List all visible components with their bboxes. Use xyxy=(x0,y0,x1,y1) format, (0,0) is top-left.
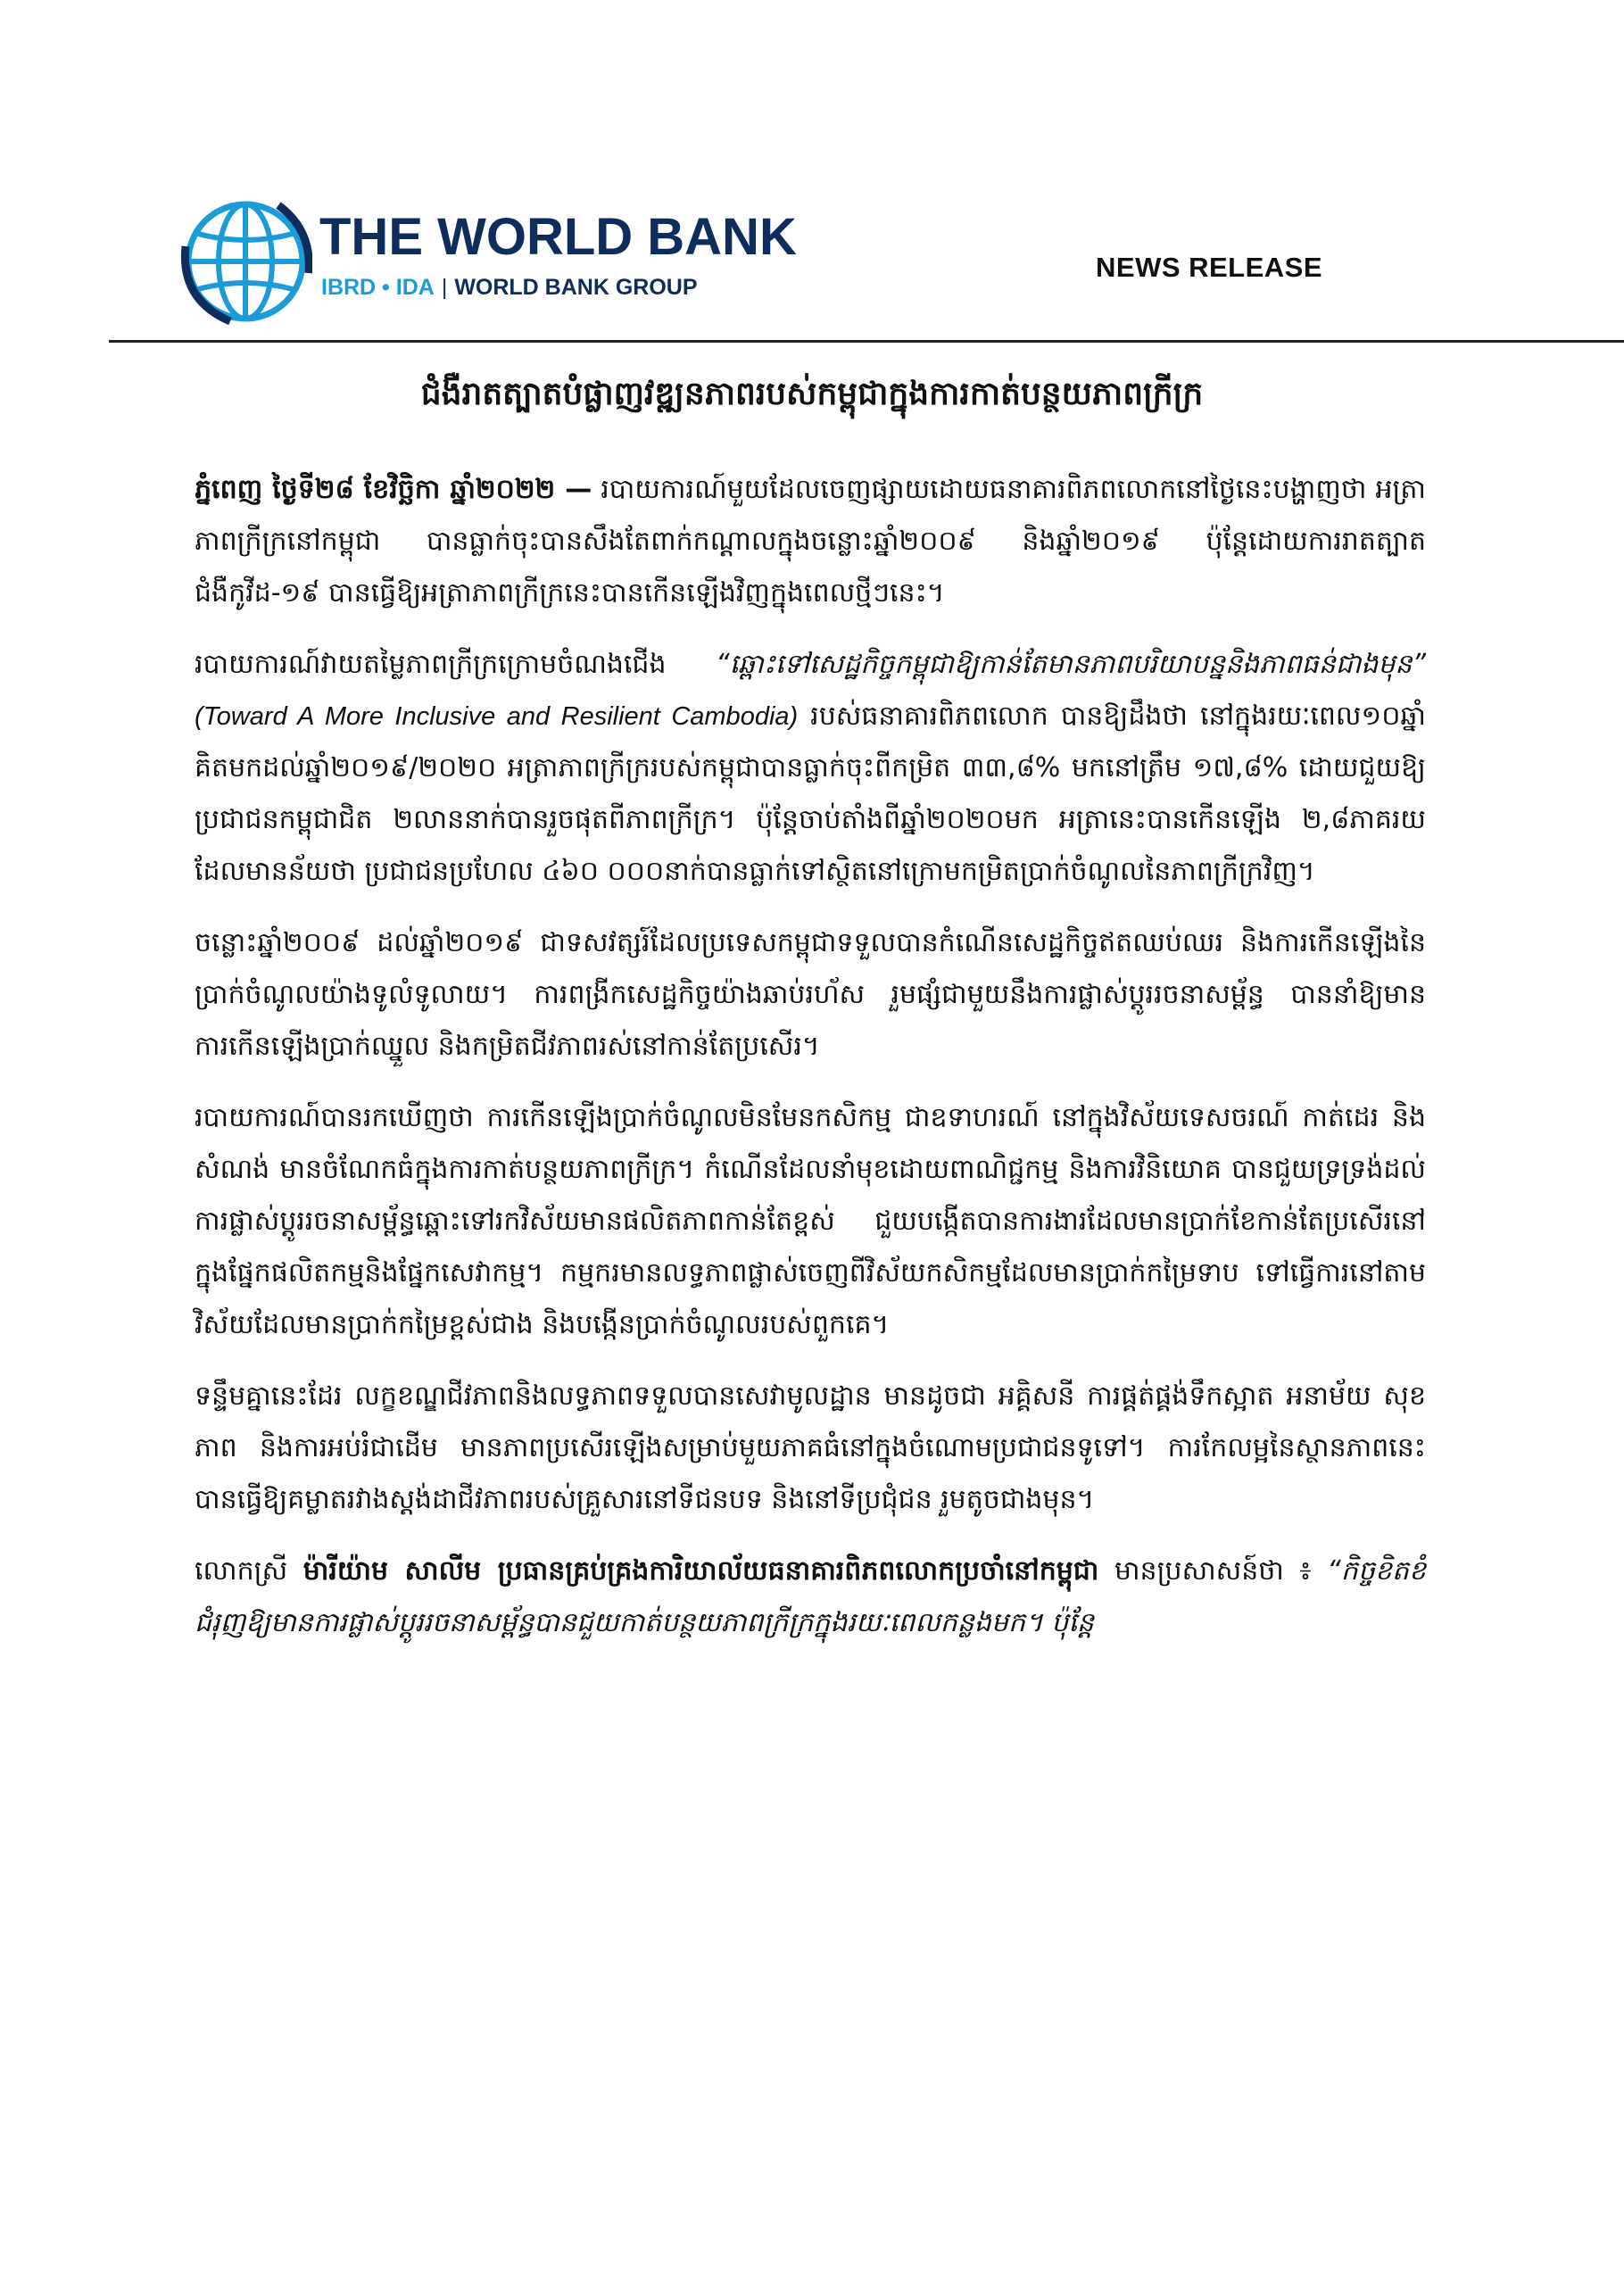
logo-subtitle-group: WORLD BANK GROUP xyxy=(454,275,698,300)
article-body xyxy=(195,464,1426,1669)
paragraph-2 xyxy=(195,639,1426,898)
logo-subtitle-separator: | xyxy=(441,275,448,300)
paragraph-4: របាយការណ៍បានរកឃើញថា ការកើនឡើងប្រាក់ចំណូលមិនមែនកសិកម្ម ជាឧទាហរណ៍ នៅក្នុងវិស័យទេសចរណ៍ កាត់ដេរ និងសំណង់ មានចំណែកធំក្នុងការកាត់បន្ថយភាពក្រីក្រ។ កំណើនដែលនាំមុខដោយពាណិជ្ជកម្ម និងការវិនិយោគ បានជួយទ្រទ្រង់ដល់ការផ្លាស់ប្តូររចនាសម្ព័ន្ធឆ្ពោះទៅរកវិស័យមានផលិតភាពកាន់តែខ្ពស់ ជួយបង្កើតបានការងារដែលមានប្រាក់ខែកាន់តែប្រសើរនៅក្នុងផ្នែកផលិតកម្មនិងផ្នែកសេវាកម្ម។ កម្មករមានលទ្ធភាពផ្លាស់ចេញពីវិស័យកសិកម្មដែលមានប្រាក់កម្រៃទាប ទៅធ្វើការនៅតាមវិស័យដែលមានប្រាក់កម្រៃខ្ពស់ជាង និងបង្កើនប្រាក់ចំណូលរបស់ពួកគេ។ xyxy=(195,1102,1426,1340)
header-divider xyxy=(109,340,1624,343)
quote-text: “កិច្ចខិតខំជំរុញឱ្យមានការផ្លាស់ប្តូររចនាសម្ព័ន្ធបានជួយកាត់បន្ថយភាពក្រីក្រក្នុងរយៈពេលកន្លងមក។ ប៉ុន្តែ xyxy=(195,1555,1426,1638)
paragraph-1 xyxy=(195,464,1426,619)
paragraph-2-intro: របាយការណ៍វាយតម្លៃភាពក្រីក្រក្រោមចំណងជើង xyxy=(195,649,667,680)
headline: ជំងឺរាតត្បាតបំផ្លាញវឌ្ឍនភាពរបស់កម្ពុជាក្នុងការកាត់បន្ថយភាពក្រីក្រ xyxy=(420,376,1204,412)
paragraph-3: ចន្លោះឆ្នាំ២០០៩ ដល់ឆ្នាំ២០១៩ ជាទសវត្សរ៍ដែលប្រទេសកម្ពុជាទទួលបានកំណើនសេដ្ឋកិច្ចឥតឈប់ឈរ និងការកើនឡើងនៃប្រាក់ចំណូលយ៉ាងទូលំទូលាយ។ ការពង្រីកសេដ្ឋកិច្ចយ៉ាងឆាប់រហ័ស រួមផ្សំជាមួយនឹងការផ្លាស់ប្តូររចនាសម្ព័ន្ធ បាននាំឱ្យមានការកើនឡើងប្រាក់ឈ្នួល និងកម្រិតជីវភាពរស់នៅកាន់តែប្រសើរ។ xyxy=(195,927,1426,1062)
report-title-khmer: “ឆ្ពោះទៅសេដ្ឋកិច្ចកម្ពុជាឱ្យកាន់តែមានភាពបរិយាបន្ននិងភាពធន់ជាងមុន” xyxy=(716,649,1426,680)
speaker-name: ម៉ារីយ៉ាម សាលីម ប្រធានគ្រប់គ្រងការិយាល័យធនាគារពិភពលោកប្រចាំនៅកម្ពុជា xyxy=(302,1555,1099,1587)
globe-icon xyxy=(178,195,312,328)
paragraph-2-text: របស់ធនាគារពិភពលោក បានឱ្យដឹងថា នៅក្នុងរយៈពេល១០ឆ្នាំ គិតមកដល់ឆ្នាំ២០១៩/២០២០ អត្រាភាពក្រីក្ររបស់កម្ពុជាបានធ្លាក់ចុះពីកម្រិត ៣៣,៨% មកនៅត្រឹម ១៧,៨% ដោយជួយឱ្យប្រជាជនកម្ពុជាជិត ២លាននាក់បានរួចផុតពីភាពក្រីក្រ។ ប៉ុន្តែចាប់តាំងពីឆ្នាំ២០២០មក អត្រានេះបានកើនឡើង ២,៨ភាគរយ ដែលមានន័យថា ប្រជាជនប្រហែល ៤៦០ ០០០នាក់បានធ្លាក់ទៅស្ថិតនៅក្រោមកម្រិតប្រាក់ចំណូលនៃភាពក្រីក្រវិញ។ xyxy=(195,700,1427,887)
speaker-prefix: លោកស្រី xyxy=(195,1555,288,1587)
logo-subtitle xyxy=(321,275,698,301)
news-release-label: NEWS RELEASE xyxy=(1096,252,1323,283)
speaker-says: មានប្រសាសន៍ថា ៖ xyxy=(1114,1555,1312,1587)
paragraph-1-text: របាយការណ៍មួយដែលចេញផ្សាយដោយធនាគារពិភពលោកនៅថ្ងៃនេះបង្ហាញថា អត្រាភាពក្រីក្រនៅកម្ពុជា បានធ្លាក់ចុះបានសឹងតែពាក់កណ្តាលក្នុងចន្លោះឆ្នាំ២០០៩ និងឆ្នាំ២០១៩ ប៉ុន្តែដោយការរាតត្បាតជំងឺកូវីដ-១៩ បានធ្វើឱ្យអត្រាភាពក្រីក្រនេះបានកើនឡើងវិញក្នុងពេលថ្មីៗនេះ។ xyxy=(195,474,1426,609)
world-bank-logo[interactable] xyxy=(178,189,821,323)
dateline: ភ្នំពេញ ថ្ងៃទី២៨ ខែវិច្ឆិកា ឆ្នាំ២០២២ — xyxy=(195,474,592,505)
paragraph-6 xyxy=(195,1546,1426,1649)
report-title-english: (Toward A More Inclusive and Resilient Cambodia) xyxy=(195,702,799,731)
paragraph-5: ទន្ទឹមគ្នានេះដែរ លក្ខខណ្ឌជីវភាពនិងលទ្ធភាពទទួលបានសេវាមូលដ្ឋាន មានដូចជា អគ្គិសនី ការផ្គត់ផ្គង់ទឹកស្អាត អនាម័យ សុខភាព និងការអប់រំជាដើម មានភាពប្រសើរឡើងសម្រាប់មួយភាគធំនៅក្នុងចំណោមប្រជាជនទូទៅ។ ការកែលម្អនៃស្ថានភាពនេះបានធ្វើឱ្យគម្លាតរវាងស្តង់ដាជីវភាពរបស់គ្រួសារនៅទីជនបទ និងនៅទីប្រជុំជន រួមតូចជាងមុន។ xyxy=(195,1380,1426,1515)
logo-title: THE WORLD BANK xyxy=(319,208,797,266)
logo-subtitle-ibrd: IBRD • IDA xyxy=(321,275,435,300)
